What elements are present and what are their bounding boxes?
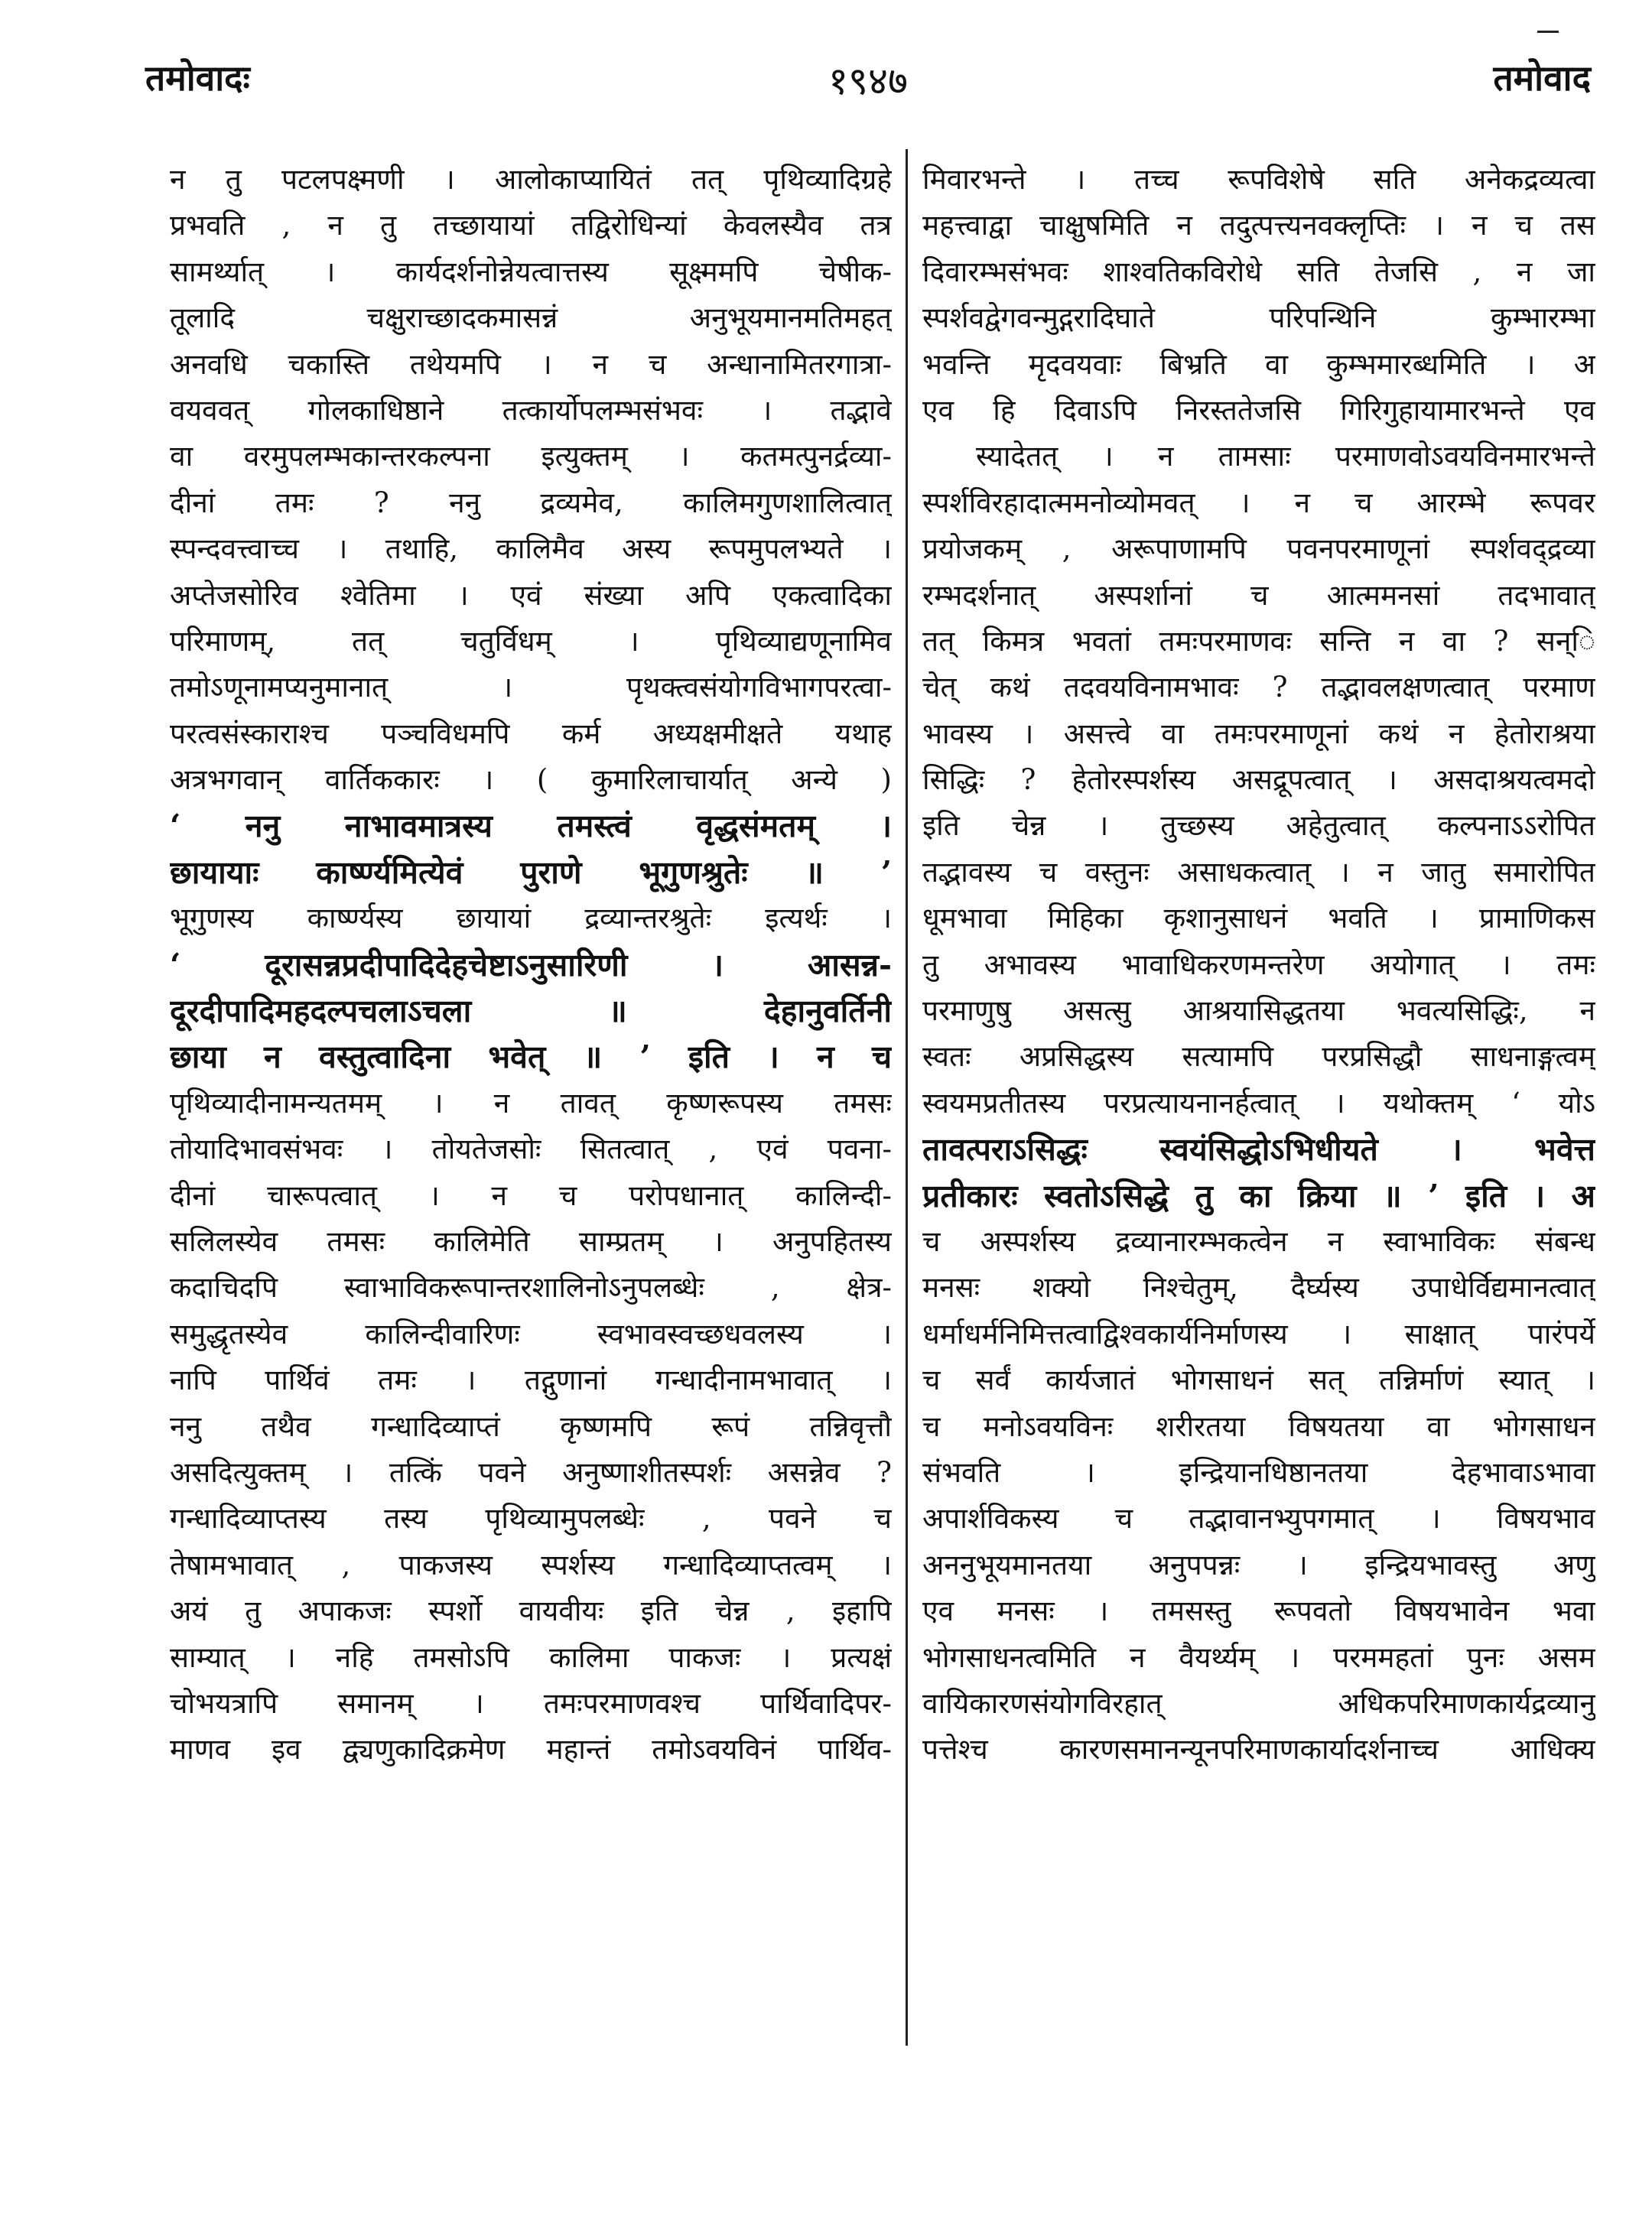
text-line: तोयादिभावसंभवः । तोयतेजसोः सितत्वात् , एवं पवना-: [170, 1133, 892, 1166]
text-line: न तु पटलपक्ष्मणी । आलोकाप्यायितं तत् पृथिव्यादिग्रहे: [170, 163, 892, 196]
text-line: असदित्युक्तम् । तत्किं पवने अनुष्णाशीतस्पर्शः असन्नेव ?: [170, 1455, 892, 1489]
text-line: वा वरमुपलम्भकान्तरकल्पना इत्युक्तम् । कतमत्पुनर्द्रव्या-: [170, 440, 892, 473]
text-line: अपार्शविकस्य च तद्भावानभ्युपगमात् । विषयभाव: [922, 1502, 1595, 1536]
text-line: भावस्य । असत्त्वे वा तमःपरमाणूनां कथं न हेतोराश्रया: [922, 717, 1595, 750]
text-line: च सर्वं कार्यजातं भोगसाधनं सत् तन्निर्माणं स्यात् ।: [922, 1364, 1595, 1397]
text-line: पत्तेश्च कारणसमानन्यूनपरिमाणकार्यादर्शनाच्च आधिक्य: [922, 1733, 1595, 1767]
verse-line: ‘ दूरासन्नप्रदीपादिदेहचेष्टाऽनुसारिणी । आसन्न-: [170, 946, 892, 983]
text-line: अप्तेजसोरिव श्वेतिमा । एवं संख्या अपि एकत्वादिका: [170, 578, 892, 612]
running-title-right: तमोवाद: [1493, 57, 1591, 99]
text-line: परत्वसंस्काराश्च पञ्चविधमपि कर्म अध्यक्षमीक्षते यथाह: [170, 717, 892, 750]
text-line: प्रभवति , न तु तच्छायायां तद्विरोधिन्यां केवलस्यैव तत्र: [170, 209, 892, 242]
top-corner-mark: [1537, 31, 1559, 33]
text-line: भूगुणस्य कार्ष्ण्यस्य छायायां द्रव्यान्तरश्रुतेः इत्यर्थः ।: [170, 902, 892, 935]
text-line: तूलादि चक्षुराच्छादकमासन्नं अनुभूयमानमतिमहत्: [170, 301, 892, 335]
text-line: दीनां चारूपत्वात् । न च परोपधानात् कालिन्दी-: [170, 1178, 892, 1212]
text-line: भवन्ति मृदवयवाः बिभ्रति वा कुम्भमारब्धमिति । अ: [922, 347, 1595, 381]
text-line: सामर्थ्यात् । कार्यदर्शनोन्नेयत्वात्तस्य सूक्ष्ममपि चेषीक-: [170, 255, 892, 288]
column-divider: [906, 149, 908, 2046]
text-line: स्वतः अप्रसिद्धस्य सत्यामपि परप्रसिद्धौ साधनाङ्गत्वम्: [922, 1040, 1595, 1074]
verse-line: ‘ ननु नाभावमात्रस्य तमस्त्वं वृद्धसंमतम् ।: [170, 808, 892, 845]
text-line: स्यादेतत् । न तामसाः परमाणवोऽवयविनमारभन्ते: [976, 440, 1595, 473]
text-line: साम्यात् । नहि तमसोऽपि कालिमा पाकजः । प्रत्यक्षं: [170, 1640, 892, 1674]
page-number: १९४७: [828, 59, 908, 103]
text-line: परमाणुषु असत्सु आश्रयासिद्धतया भवत्यसिद्धिः, न: [922, 994, 1595, 1028]
text-line: च मनोऽवयविनः शरीरतया विषयतया वा भोगसाधन: [922, 1409, 1595, 1443]
left-column: [170, 157, 892, 1773]
right-column: [922, 157, 1595, 1773]
text-line: प्रयोजकम् , अरूपाणामपि पवनपरमाणूनां स्पर्शवद्द्रव्या: [922, 532, 1595, 566]
page-header: [145, 54, 1591, 115]
text-line: माणव इव द्व्यणुकादिक्रमेण महान्तं तमोऽवयविनं पार्थिव-: [170, 1733, 892, 1767]
text-line: चोभयत्रापि समानम् । तमःपरमाणवश्च पार्थिवादिपर-: [170, 1686, 892, 1720]
text-line: स्पर्शविरहादात्ममनोव्योमवत् । न च आरम्भे रूपवर: [922, 486, 1595, 519]
verse-line: छाया न वस्तुत्वादिना भवेत् ॥ ’ इति । न च: [170, 1038, 892, 1076]
text-line: स्वयमप्रतीतस्य परप्रत्यायनानर्हत्वात् । यथोक्तम् ‘ योऽ: [922, 1086, 1595, 1120]
text-line: एव मनसः । तमसस्तु रूपवतो विषयभावेन भवा: [922, 1594, 1595, 1628]
verse-line: दूरदीपादिमहदल्पचलाऽचला ॥ देहानुवर्तिनी: [170, 993, 892, 1030]
text-line: समुद्धृतस्येव कालिन्दीवारिणः स्वभावस्वच्छधवलस्य ।: [170, 1317, 892, 1351]
text-line: नापि पार्थिवं तमः । तद्गुणानां गन्धादीनामभावात् ।: [170, 1364, 892, 1397]
running-title-left: तमोवादः: [145, 57, 250, 99]
text-line: अननुभूयमानतया अनुपपन्नः । इन्द्रियभावस्तु अणु: [922, 1548, 1595, 1581]
text-line: वयववत् गोलकाधिष्ठाने तत्कार्योपलम्भसंभवः । तद्भावे: [170, 393, 892, 427]
text-line: तेषामभावात् , पाकजस्य स्पर्शस्य गन्धादिव्याप्तत्वम् ।: [170, 1548, 892, 1581]
text-line: तद्भावस्य च वस्तुनः असाधकत्वात् । न जातु समारोपित: [922, 855, 1595, 889]
verse-line: तावत्पराऽसिद्धः स्वयंसिद्धोऽभिधीयते । भवेत्त: [922, 1131, 1595, 1169]
text-line: भोगसाधनत्वमिति न वैयर्थ्यम् । परममहतां पुनः असम: [922, 1640, 1595, 1674]
text-line: तत् किमत्र भवतां तमःपरमाणवः सन्ति न वा ? सन्ि: [922, 624, 1595, 658]
text-line: धर्माधर्मनिमित्तत्वाद्विश्वकार्यनिर्माणस्य । साक्षात् पारंपर्ये: [922, 1317, 1595, 1351]
text-line: वायिकारणसंयोगविरहात् अधिकपरिमाणकार्यद्रव्यानु: [922, 1686, 1595, 1720]
text-line: तमोऽणूनामप्यनुमानात् । पृथक्त्वसंयोगविभागपरत्वा-: [170, 671, 892, 704]
text-line: परिमाणम्, तत् चतुर्विधम् । पृथिव्याद्यणूनामिव: [170, 624, 892, 658]
text-line: दीनां तमः ? ननु द्रव्यमेव, कालिमगुणशालित्वात्: [170, 486, 892, 519]
verse-line: प्रतीकारः स्वतोऽसिद्धे तु का क्रिया ॥ ’ इति । अ: [922, 1177, 1595, 1214]
text-line: पृथिव्यादीनामन्यतमम् । न तावत् कृष्णरूपस्य तमसः: [170, 1086, 892, 1120]
text-line: कदाचिदपि स्वाभाविकरूपान्तरशालिनोऽनुपलब्धेः , क्षेत्र-: [170, 1271, 892, 1305]
text-line: महत्त्वाद्वा चाक्षुषमिति न तदुत्पत्त्यनवक्लृप्तिः । न च तस: [922, 209, 1595, 242]
text-line: रम्भदर्शनात् अस्पर्शानां च आत्ममनसां तदभावात्: [922, 578, 1595, 612]
text-line: अत्रभगवान् वार्तिककारः । ( कुमारिलाचार्यात् अन्ये ): [170, 763, 892, 797]
text-line: चेत् कथं तदवयविनामभावः ? तद्भावलक्षणत्वात् परमाण: [922, 671, 1595, 704]
verse-line: छायायाः कार्ष्ण्यमित्येवं पुराणे भूगुणश्रुतेः ॥ ’: [170, 853, 892, 891]
text-line: ननु तथैव गन्धादिव्याप्तं कृष्णमपि रूपं तन्निवृत्तौ: [170, 1409, 892, 1443]
text-line: इति चेन्न । तुच्छस्य अहेतुत्वात् कल्पनाऽऽरोपित: [922, 809, 1595, 843]
text-line: अयं तु अपाकजः स्पर्शो वायवीयः इति चेन्न , इहापि: [170, 1594, 892, 1628]
text-line: सिद्धिः ? हेतोरस्पर्शस्य असद्रूपत्वात् । असदाश्रयत्वमदो: [922, 763, 1595, 797]
text-line: एव हि दिवाऽपि निरस्ततेजसि गिरिगुहायामारभन्ते एव: [922, 393, 1595, 427]
text-line: स्पन्दवत्त्वाच्च । तथाहि, कालिमैव अस्य रूपमुपलभ्यते ।: [170, 532, 892, 566]
text-line: च अस्पर्शस्य द्रव्यानारम्भकत्वेन न स्वाभाविकः संबन्ध: [922, 1224, 1595, 1258]
text-line: स्पर्शवद्वेगवन्मुद्गरादिघाते परिपन्थिनि कुम्भारम्भा: [922, 301, 1595, 335]
text-line: दिवारम्भसंभवः शाश्वतिकविरोधे सति तेजसि , न जा: [922, 255, 1595, 288]
text-line: अनवधि चकास्ति तथेयमपि । न च अन्धानामितरगात्रा-: [170, 347, 892, 381]
text-line: तु अभावस्य भावाधिकरणमन्तरेण अयोगात् । तमः: [922, 947, 1595, 981]
text-line: मनसः शक्यो निश्चेतुम्, दैर्घ्यस्य उपाधेर्विद्यमानत्वात्: [922, 1271, 1595, 1305]
text-line: सलिलस्येव तमसः कालिमेति साम्प्रतम् । अनुपहितस्य: [170, 1224, 892, 1258]
text-line: मिवारभन्ते । तच्च रूपविशेषे सति अनेकद्रव्यत्वा: [922, 163, 1595, 196]
text-line: गन्धादिव्याप्तस्य तस्य पृथिव्यामुपलब्धेः , पवने च: [170, 1502, 892, 1536]
text-line: संभवति । इन्द्रियानधिष्ठानतया देहभावाऽभावा: [922, 1455, 1595, 1489]
text-line: धूमभावा मिहिका कृशानुसाधनं भवति । प्रामाणिकस: [922, 902, 1595, 935]
